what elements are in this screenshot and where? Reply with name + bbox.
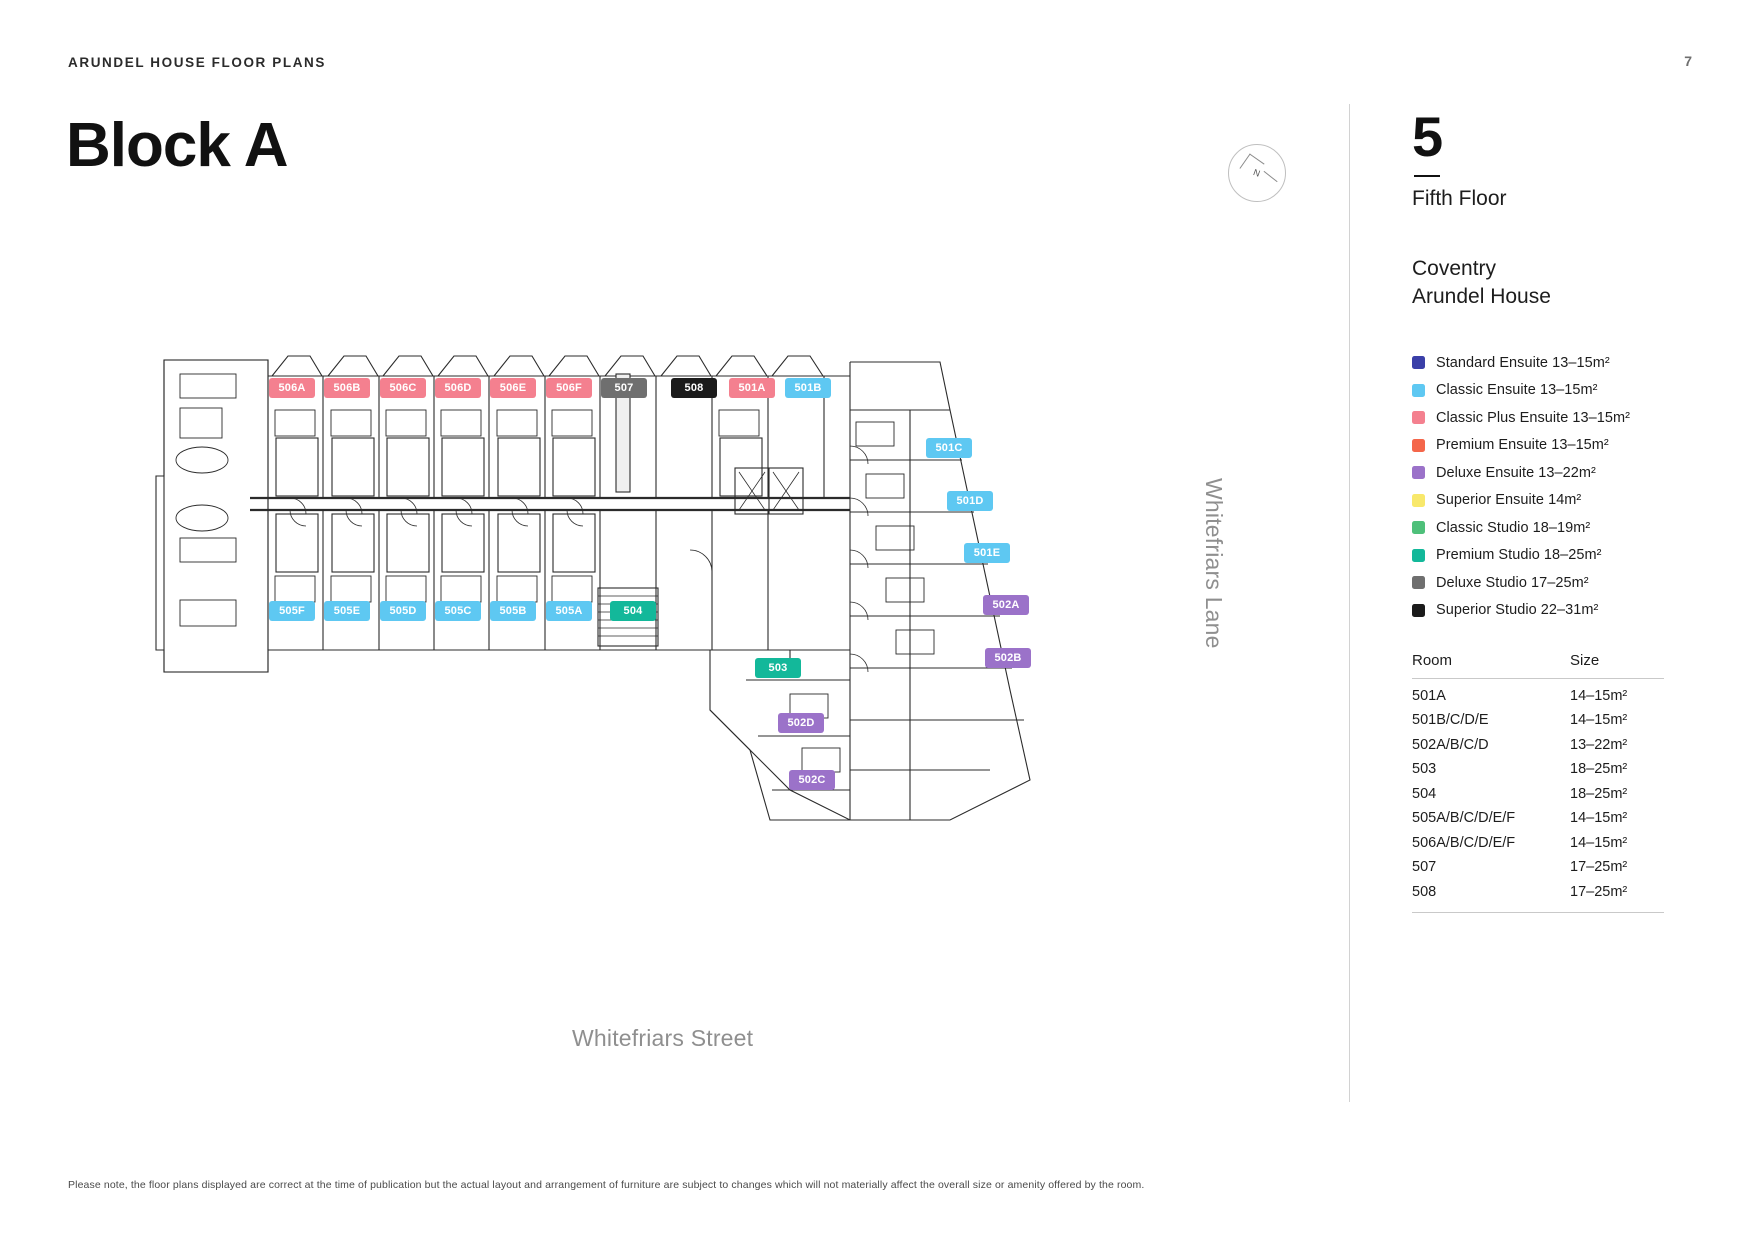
table-bottom-divider bbox=[1412, 912, 1664, 913]
table-cell-size: 14–15m² bbox=[1570, 712, 1628, 729]
legend-label: Premium Ensuite 13–15m² bbox=[1436, 437, 1609, 454]
table-row bbox=[1412, 826, 1664, 851]
legend-swatch-icon bbox=[1412, 411, 1425, 424]
table-row bbox=[1412, 728, 1664, 753]
floor-plan-svg bbox=[150, 350, 1200, 910]
development-city: Coventry bbox=[1412, 257, 1497, 281]
table-cell-size: 17–25m² bbox=[1570, 859, 1628, 876]
page-number: 7 bbox=[1684, 53, 1692, 69]
table-cell-room: 504 bbox=[1412, 785, 1437, 802]
legend-swatch-icon bbox=[1412, 356, 1425, 369]
compass-icon bbox=[1228, 144, 1286, 202]
room-tag-501b[interactable]: 501B bbox=[785, 378, 831, 398]
right-info-panel bbox=[1412, 105, 1692, 913]
legend-row bbox=[1412, 547, 1692, 563]
legend-row bbox=[1412, 465, 1692, 481]
room-tag-506b[interactable]: 506B bbox=[324, 378, 370, 398]
room-tag-506c[interactable]: 506C bbox=[380, 378, 426, 398]
legend-row bbox=[1412, 520, 1692, 536]
floor-name: Fifth Floor bbox=[1412, 187, 1507, 211]
legend-swatch-icon bbox=[1412, 494, 1425, 507]
table-header-row bbox=[1412, 652, 1664, 678]
compass-north-label: N bbox=[1252, 167, 1262, 179]
legend-row bbox=[1412, 382, 1692, 398]
table-cell-size: 18–25m² bbox=[1570, 761, 1628, 778]
legend-label: Superior Studio 22–31m² bbox=[1436, 602, 1599, 619]
footnote-text: Please note, the floor plans displayed are correct at the time of publication but the actual layout and arrangement of furniture are subject to changes which will not materially affect the overall size or amenity offered by the room. bbox=[68, 1179, 1145, 1191]
table-cell-size: 17–25m² bbox=[1570, 883, 1628, 900]
street-label-right: Whitefriars Lane bbox=[1201, 478, 1227, 649]
legend-row bbox=[1412, 355, 1692, 371]
legend-swatch-icon bbox=[1412, 384, 1425, 397]
table-row bbox=[1412, 753, 1664, 778]
room-size-table bbox=[1412, 652, 1664, 913]
legend-swatch-icon bbox=[1412, 576, 1425, 589]
table-cell-room: 507 bbox=[1412, 859, 1437, 876]
table-row bbox=[1412, 875, 1664, 900]
legend-row bbox=[1412, 575, 1692, 591]
table-row bbox=[1412, 851, 1664, 876]
legend-label: Deluxe Studio 17–25m² bbox=[1436, 574, 1589, 591]
room-tag-501c[interactable]: 501C bbox=[926, 438, 972, 458]
room-tag-508[interactable]: 508 bbox=[671, 378, 717, 398]
legend-row bbox=[1412, 492, 1692, 508]
street-label-bottom: Whitefriars Street bbox=[572, 1025, 754, 1051]
legend-label: Classic Studio 18–19m² bbox=[1436, 519, 1591, 536]
legend-label: Standard Ensuite 13–15m² bbox=[1436, 354, 1610, 371]
table-header-room: Room bbox=[1412, 652, 1453, 670]
room-tag-506e[interactable]: 506E bbox=[490, 378, 536, 398]
room-tag-502c[interactable]: 502C bbox=[789, 770, 835, 790]
table-cell-size: 14–15m² bbox=[1570, 687, 1628, 704]
floor-number: 5 bbox=[1412, 105, 1443, 168]
room-tag-506f[interactable]: 506F bbox=[546, 378, 592, 398]
room-tag-505c[interactable]: 505C bbox=[435, 601, 481, 621]
legend-swatch-icon bbox=[1412, 521, 1425, 534]
compass-tail-icon bbox=[1263, 171, 1277, 182]
floor-rule-divider bbox=[1414, 175, 1440, 177]
room-tag-505f[interactable]: 505F bbox=[269, 601, 315, 621]
development-name bbox=[1412, 255, 1692, 310]
room-tag-503[interactable]: 503 bbox=[755, 658, 801, 678]
room-tag-506d[interactable]: 506D bbox=[435, 378, 481, 398]
legend-swatch-icon bbox=[1412, 439, 1425, 452]
legend-row bbox=[1412, 410, 1692, 426]
legend-label: Superior Ensuite 14m² bbox=[1436, 492, 1582, 509]
legend-swatch-icon bbox=[1412, 549, 1425, 562]
table-cell-size: 13–22m² bbox=[1570, 736, 1628, 753]
floor-plan-drawing bbox=[150, 350, 1200, 910]
legend-swatch-icon bbox=[1412, 604, 1425, 617]
page-header-title: ARUNDEL HOUSE FLOOR PLANS bbox=[68, 55, 327, 70]
room-tag-505e[interactable]: 505E bbox=[324, 601, 370, 621]
room-tag-505a[interactable]: 505A bbox=[546, 601, 592, 621]
table-row bbox=[1412, 777, 1664, 802]
table-header-size: Size bbox=[1570, 652, 1600, 670]
table-row bbox=[1412, 679, 1664, 704]
room-tag-505d[interactable]: 505D bbox=[380, 601, 426, 621]
table-cell-size: 14–15m² bbox=[1570, 810, 1628, 827]
legend-label: Classic Ensuite 13–15m² bbox=[1436, 382, 1598, 399]
panel-divider bbox=[1349, 104, 1350, 1102]
table-cell-size: 14–15m² bbox=[1570, 834, 1628, 851]
table-row bbox=[1412, 802, 1664, 827]
table-cell-room: 508 bbox=[1412, 883, 1437, 900]
room-tag-504[interactable]: 504 bbox=[610, 601, 656, 621]
table-cell-size: 18–25m² bbox=[1570, 785, 1628, 802]
table-cell-room: 503 bbox=[1412, 761, 1437, 778]
legend-row bbox=[1412, 602, 1692, 618]
development-building: Arundel House bbox=[1412, 284, 1551, 308]
legend-row bbox=[1412, 437, 1692, 453]
table-cell-room: 501B/C/D/E bbox=[1412, 712, 1489, 729]
room-tag-507[interactable]: 507 bbox=[601, 378, 647, 398]
room-tag-505b[interactable]: 505B bbox=[490, 601, 536, 621]
room-tag-501a[interactable]: 501A bbox=[729, 378, 775, 398]
legend-swatch-icon bbox=[1412, 466, 1425, 479]
table-cell-room: 501A bbox=[1412, 687, 1446, 704]
room-tag-502d[interactable]: 502D bbox=[778, 713, 824, 733]
table-cell-room: 502A/B/C/D bbox=[1412, 736, 1489, 753]
room-tag-506a[interactable]: 506A bbox=[269, 378, 315, 398]
table-cell-room: 506A/B/C/D/E/F bbox=[1412, 834, 1516, 851]
table-cell-room: 505A/B/C/D/E/F bbox=[1412, 810, 1516, 827]
legend bbox=[1412, 355, 1692, 619]
table-body bbox=[1412, 679, 1664, 900]
page-title: Block A bbox=[66, 111, 288, 180]
room-tag-501d[interactable]: 501D bbox=[947, 491, 993, 511]
room-tag-502a[interactable]: 502A bbox=[983, 595, 1029, 615]
room-tag-502b[interactable]: 502B bbox=[985, 648, 1031, 668]
table-row bbox=[1412, 704, 1664, 729]
room-tag-501e[interactable]: 501E bbox=[964, 543, 1010, 563]
legend-label: Classic Plus Ensuite 13–15m² bbox=[1436, 409, 1631, 426]
legend-label: Deluxe Ensuite 13–22m² bbox=[1436, 464, 1596, 481]
legend-label: Premium Studio 18–25m² bbox=[1436, 547, 1602, 564]
